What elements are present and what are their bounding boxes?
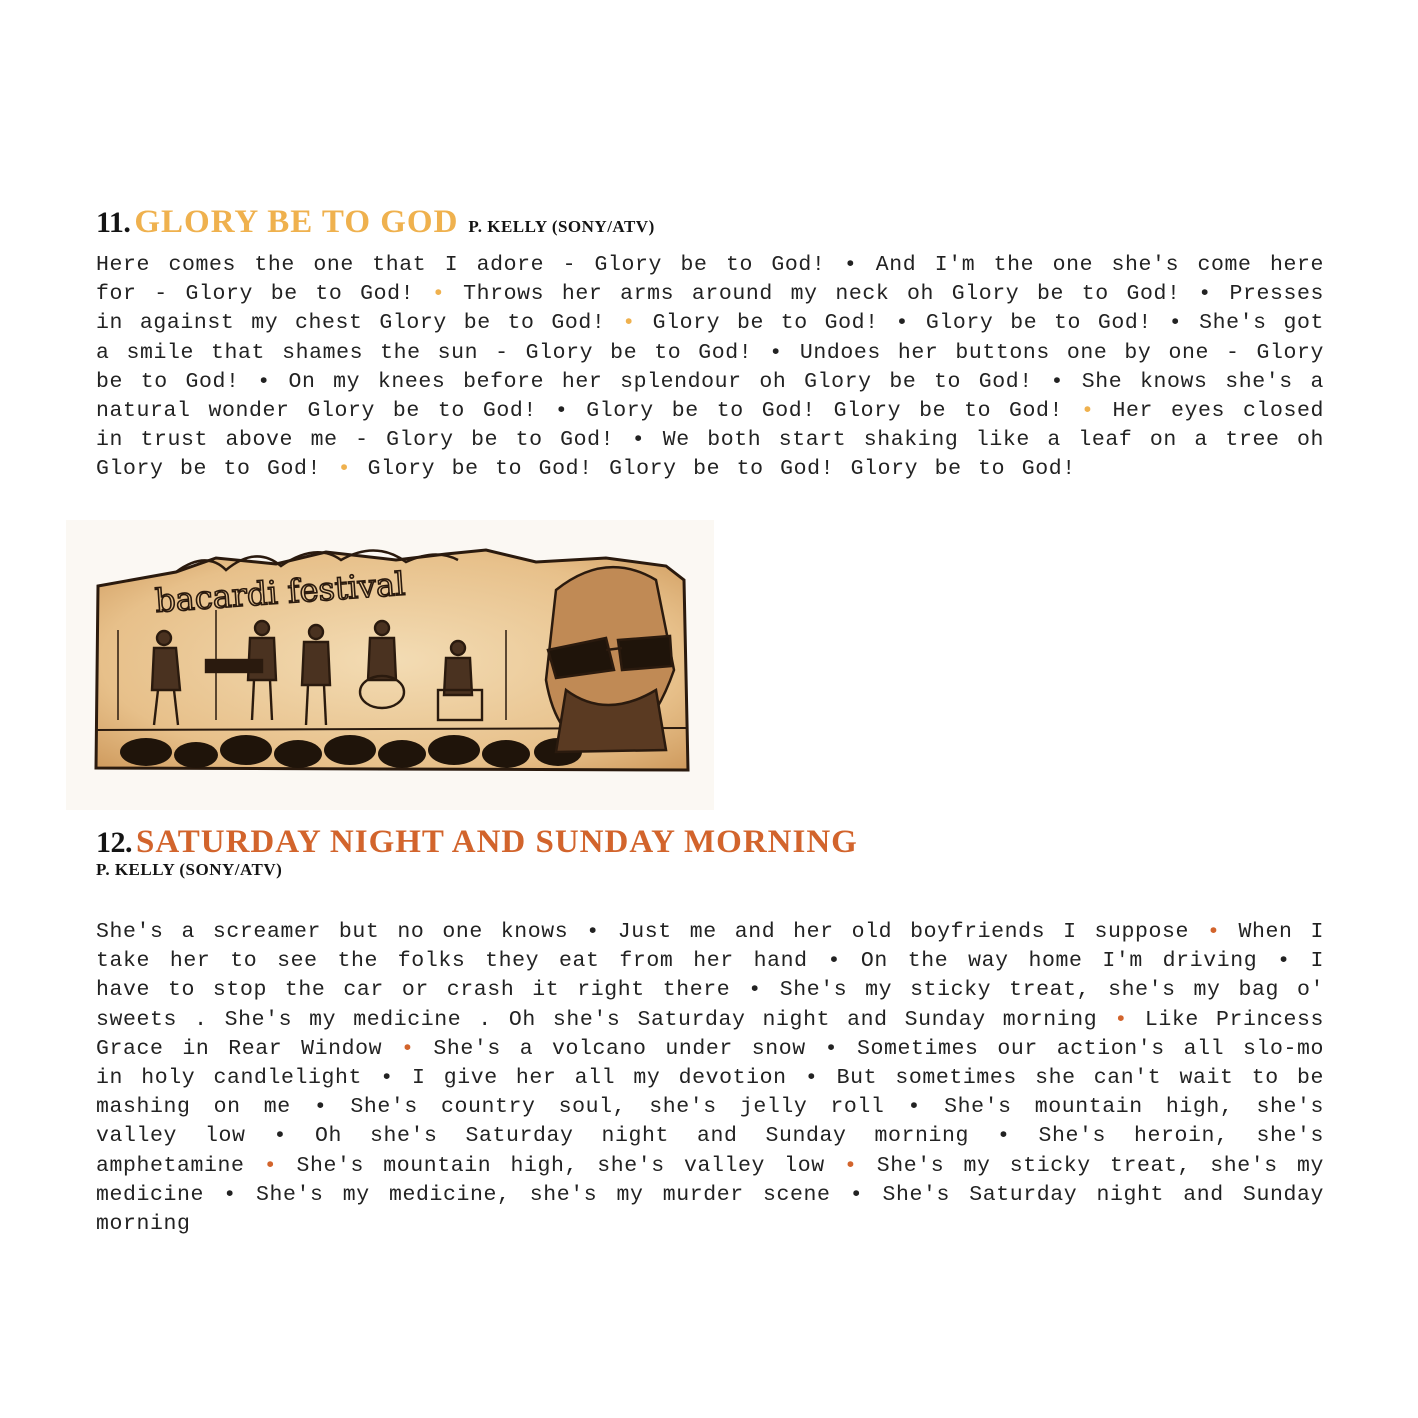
lyric-line: She's got a smile that shames the sun - Glory be to God! [96,311,1324,365]
bullet-separator: • [263,1153,278,1178]
bullet-separator: • [804,1066,819,1091]
bullet-separator: • [1081,399,1095,424]
bullet-separator: • [337,457,352,482]
lyric-line: I have to stop the car or crash it right there [96,949,1324,1003]
festival-sketch-image [66,520,714,810]
songwriter-credit: P. KELLY (SONY/ATV) [468,217,655,236]
bullet-separator: • [996,1124,1011,1149]
lyric-line: She's mountain high, she's valley low [296,1153,825,1178]
festival-sketch-illustration [66,520,714,810]
bullet-separator: • [1168,311,1183,336]
lyric-line: Oh she's Saturday night and Sunday morning [315,1124,969,1149]
bullet-separator: • [827,949,842,974]
bullet-separator: • [1050,369,1065,394]
lyric-line: She's my sticky treat, she's my bag o' sweets . She's my medicine . Oh she's Saturday night and Sunday morning [96,978,1324,1032]
song-title: SATURDAY NIGHT AND SUNDAY MORNING [136,824,858,860]
bullet-separator: • [1198,282,1212,307]
song-11-heading [96,206,1324,239]
lyric-line: Presses in against my chest Glory be to God! [96,282,1324,336]
lyric-line: She's heroin, she's amphetamine [96,1124,1324,1178]
lyric-line: She's country soul, she's jelly roll [350,1095,885,1120]
lyric-line: We both start shaking like a leaf on a tree oh Glory be to God! [96,428,1324,482]
bullet-separator: • [843,1153,858,1178]
lyric-line: She knows she's a natural wonder Glory be to God! [96,369,1324,424]
lyric-line: Glory be to God! Glory be to God! [586,399,1064,424]
lyric-line: Like Princess Grace in Rear Window [96,1007,1324,1061]
lyric-line: She's a screamer but no one knows [96,920,569,944]
bullet-separator: • [849,1182,864,1207]
lyric-line: Throws her arms around my neck oh Glory be to God! [463,282,1181,307]
bullet-separator: • [586,920,600,944]
lyric-line: On the way home I'm driving [860,949,1258,974]
bullet-separator: • [895,311,910,336]
songwriter-credit: P. KELLY (SONY/ATV) [96,860,283,879]
bullet-separator: • [907,1095,922,1120]
song-title: GLORY BE TO GOD [134,204,459,240]
song-11-lyrics [96,251,1324,485]
bullet-separator: • [554,399,569,424]
lyric-line: Glory be to God! [652,311,879,336]
bullet-separator: • [273,1124,288,1149]
lyric-line: Her eyes closed in trust above me - Glory be to God! [96,399,1324,453]
song-12-heading [96,826,1324,878]
bullet-separator: • [1277,949,1291,974]
song-12 [96,826,1324,1239]
lyric-line: She's Saturday night and Sunday morning [96,1182,1324,1237]
lyric-line: She's my medicine, she's my murder scene [256,1182,831,1207]
bullet-separator: • [431,282,446,307]
bullet-separator: • [769,340,783,365]
banner-text: bacardi festival [153,564,407,620]
bullet-separator: • [257,369,271,394]
lyric-line: Glory be to God! [925,311,1152,336]
track-number: 12. [96,826,132,859]
lyric-line: When I take her to see the folks they eat from her hand [96,920,1324,974]
song-12-lyrics [96,918,1324,1239]
lyric-line: Sometimes our action's all slo-mo in holy candlelight [96,1036,1324,1091]
bullet-separator: • [1114,1007,1128,1032]
lyric-line: I give her all my devotion [411,1066,787,1091]
song-11 [96,206,1324,485]
lyric-line: Here comes the one that I adore - Glory be to God! [96,253,826,277]
lyric-line: She's a volcano under snow [433,1036,806,1061]
bullet-separator: • [631,428,646,453]
lyric-line: Just me and her old boyfriends I suppose [617,920,1190,944]
bullet-separator: • [748,978,762,1003]
lyric-line: On my knees before her splendour oh Glory be to God! [288,369,1033,394]
lyric-line: She's my sticky treat, she's my medicine [96,1153,1324,1207]
bullet-separator: • [1207,920,1221,944]
bullet-separator: • [824,1036,839,1061]
bullet-separator: • [313,1095,328,1120]
bullet-separator: • [400,1036,415,1061]
track-number: 11. [96,206,131,239]
lyric-line: And I'm the one she's come here for - Glory be to God! [96,253,1324,307]
bullet-separator: • [380,1066,394,1091]
lyric-line: But sometimes she can't wait to be mashing on me [96,1066,1324,1120]
bullet-separator: • [622,311,636,336]
bullet-separator: • [223,1182,237,1207]
bullet-separator: • [843,253,858,277]
lyric-line: Glory be to God! Glory be to God! Glory be to God! [367,457,1076,482]
lyric-line: She's mountain high, she's valley low [96,1095,1324,1149]
lyric-line: Undoes her buttons one by one - Glory be to God! [96,340,1325,394]
